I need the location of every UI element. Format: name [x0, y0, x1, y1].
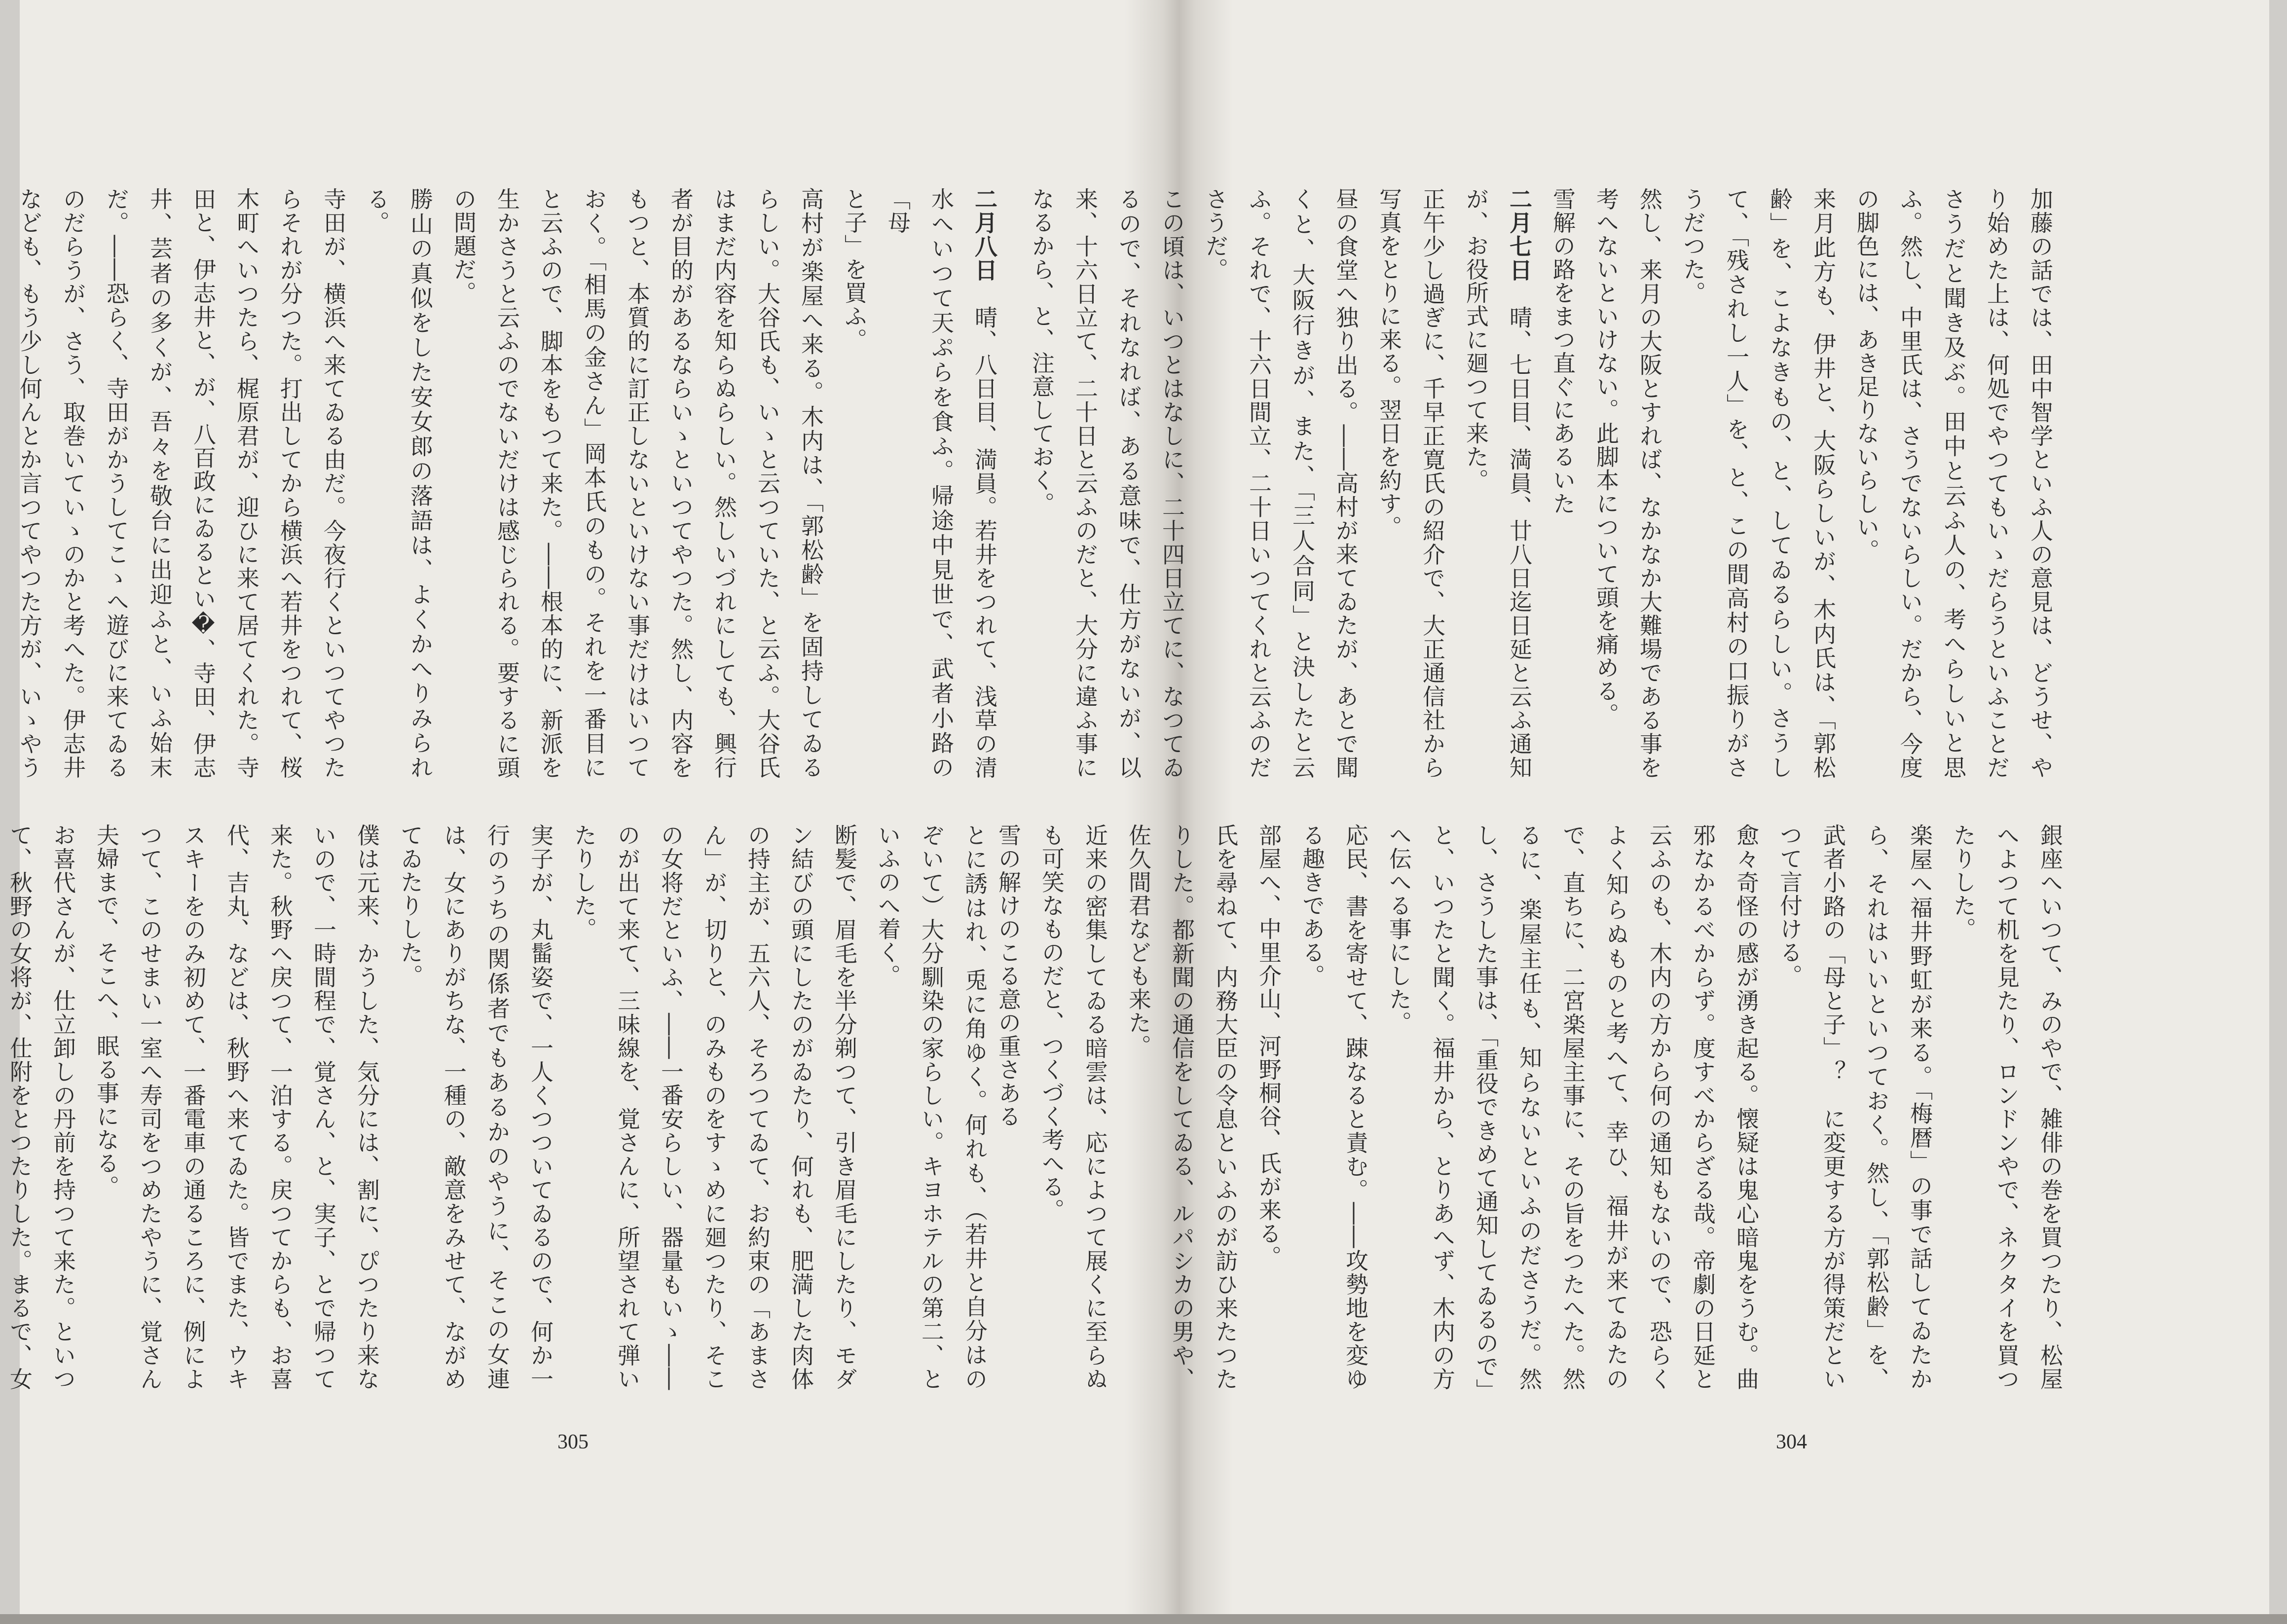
paragraph: とに誘はれ、兎に角ゆく。何れも、（若井と自分はのぞいて）大分馴染の家らしい。キヨホテルの第二、といふのへ着く。 [875, 824, 988, 1391]
paragraph: 然し、来月の大阪とすれば、なかなか大難場である事を考へないといけない。此脚本について頭を痛める。 [1593, 187, 1663, 779]
paragraph: 僕は元来、かうした、気分には、割に、ぴつたり来ないので、一時間程で、覚さん、と、実子、とで帰つて来た。秋野へ戻つて、一泊する。戻つてからも、お喜代、吉丸、などは、秋野へ来てゐた。皆でまた、ウキスキーをのみ初めて、一番電車の通るころに、例によつて、このせまい一室へ寿司をつめたやうに、覚さん夫婦まで、そこへ、眠る事になる。 [93, 824, 380, 1391]
page-number-right: 304 [1776, 1431, 1807, 1453]
paragraph-feb8-entry [876, 187, 1006, 779]
paragraph: 楽屋へ福井野虹が来る。「梅暦」の事で話してゐたから、それはいいといつておく。然し、「郭松齢」を、武者小路の「母と子」？ に変更する方が得策だといつて言付ける。 [1776, 824, 1933, 1391]
date-heading-feb8: 二月八日 [971, 187, 998, 283]
page-number-left: 305 [557, 1431, 589, 1453]
left-page-lower-text [6, 824, 996, 1391]
paragraph: 応民、書を寄せて、踈なると責む。――攻勢地を変ゆる趣きである。 [1299, 824, 1369, 1391]
paragraph: 雪解の路をまつ直ぐにあるいた [1549, 187, 1576, 515]
feb8-opening-text: 晴、八日目、満員。若井をつれて、浅草の清水へいつて天ぷらを食ふ。帰途中見世で、武者小路の「母 [885, 187, 998, 780]
right-page [995, 0, 2269, 1624]
paragraph-feb7-entry [1454, 187, 1541, 779]
paragraph: 氏を尋ねて、内務大臣の令息といふのが訪ひ来たつたりした。都新聞の通信をしてゐる、ルパシカの男や、佐久間君なども来た。 [1125, 824, 1239, 1391]
paragraph: 愈々奇怪の感が湧き起る。懐疑は鬼心暗鬼をうむ。曲邪なかるべからず。度すべからざる哉。帝劇の日延と云ふのも、木内の方から何の通知もないので、恐らくよく知らぬものと考へて、幸ひ、福井が来てゐたので、直ちに、二宮楽屋主事に、その旨をつたへた。然るに、楽屋主任も、知らないといふのださうだ。然し、さうした事は、「重役できめて通知してゐるので」と、いつたと聞く。福井から、とりあへず、木内の方へ伝へる事にした。 [1386, 824, 1760, 1391]
paragraph: 実子が、丸髷姿で、一人くつついてゐるので、何か一行のうちの関係者でもあるかのやうに、そこの女連は、女にありがちな、一種の、敵意をみせて、ながめてゐたりした。 [397, 824, 554, 1391]
paragraph: 銀座へいつて、みのやで、雑俳の巻を買つたり、松屋へよつて机を見たり、ロンドンやで、ネクタイを買つたりした。 [1950, 824, 2064, 1391]
right-page-lower-text [995, 824, 2072, 1391]
paragraph: 雪の解けのこる意の重さある [995, 824, 1022, 1128]
paragraph: 寺田が、横浜へ来てゐる由だ。今夜行くといつてやつたらそれが分つた。打出してから横浜へ若井をつれて、桜木町へいつたら、梶原君が、迎ひに来て居てくれた。寺田と、伊志井と、が、八百政にゐるとい�、寺田、伊志井、芸者の多くが、吾々を敬台に出迎ふと、いふ始末だ。――恐らく、寺田がかうしてこゝへ遊びに来てゐるのだらうが、さう、取巻いていゝのかと考へた。伊志井なども、もう少し何んとか言つてやつた方が、いゝやう [16, 187, 347, 779]
right-page-upper-text [1029, 187, 2062, 780]
paragraph: 昼の食堂へ独り出る。――高村が来てゐたが、あとで聞くと、大阪行きが、また、「三人合同」と決したと云ふ。それで、十六日間立、二十日いつてくれと云ふのださうだ。 [1202, 187, 1359, 779]
paragraph: 勝山の真似をした安女郎の落語は、よくかへりみられる。 [364, 187, 434, 779]
page-edge-shadow [0, 1614, 2287, 1624]
paragraph: 来月此方も、伊井と、大阪らしいが、木内氏は、「郭松齢」を、こよなきもの、と、してゐるらしい。さうして、「残されし一人」を、と、この間高村の口振りがさうだつた。 [1680, 187, 1837, 779]
feb7-opening-text: 晴、七日目、満員、廿八日迄日延と云ふ通知が、お役所式に廻つて来た。 [1463, 187, 1533, 780]
paragraph: 高村が楽屋へ来る。木内は、「郭松齢」を固持してゐるらしい。大谷氏も、いゝと云つていた、と云ふ。大谷氏はまだ内容を知らぬらしい。然しいづれにしても、興行者が目的があるならいゝといつてやつた。然し、内容をもつと、本質的に訂正しないといけない事だけはいつておく。「相馬の金さん」岡本氏のもの。それを一番目にと云ふので、脚本をもつて来た。――根本的に、新派を生かさうと云ふのでないだけは感じられる。要するに頭の問題だ。 [450, 187, 824, 780]
date-heading-feb7: 二月七日 [1506, 187, 1533, 283]
paragraph: 断髪で、眉毛を半分剃つて、引き眉毛にしたり、モダン結びの頭にしたのがゐたり、何れも、肥満した肉体の持主が、五六人、そろつてゐて、お約束の「あまさん」が、切りと、のみものをすゝめに廻つたり、そこの女将だといふ、――一番安らしい、器量もいゝ――のが出て来て、三味線を、覚さんに、所望されて弾いたりした。 [571, 824, 858, 1391]
left-page [6, 0, 1135, 1624]
paragraph: この頃は、いつとはなしに、二十四日立てに、なつてゐるので、それなれば、ある意味で、仕方がないが、以来、十六日立て、二十日と云ふのだと、大分に違ふ事になるから、と、注意しておく。 [1029, 187, 1185, 779]
paragraph: と子」を買ふ。 [841, 187, 868, 352]
paragraph: 正午少し過ぎに、千早正寛氏の紹介で、大正通信社から写真をとりに来る。翌日を約す。 [1376, 187, 1446, 779]
paragraph: 部屋へ、中里介山、河野桐谷、氏が来る。 [1255, 824, 1282, 1269]
book-spread [6, 0, 2269, 1624]
paragraph: 近来の密集してゐる暗雲は、応によつて展くに至らぬも可笑なものだと、つくづく考へる。 [1038, 824, 1108, 1391]
paragraph: 加藤の話では、田中智学といふ人の意見は、どうせ、やり始めた上は、何処でやつてもいゝだらうといふことださうだと聞き及ぶ。田中と云ふ人の、考へらしいと思ふ。然し、中里氏は、さうでないらしい。だから、今度の脚色には、あき足りないらしい。 [1853, 187, 2054, 780]
left-page-upper-text [16, 187, 1006, 780]
paragraph: お喜代さんが、仕立卸しの丹前を持つて来た。といつて、秋野の女将が、仕附をとつたりした。まるで、女 [6, 824, 76, 1391]
